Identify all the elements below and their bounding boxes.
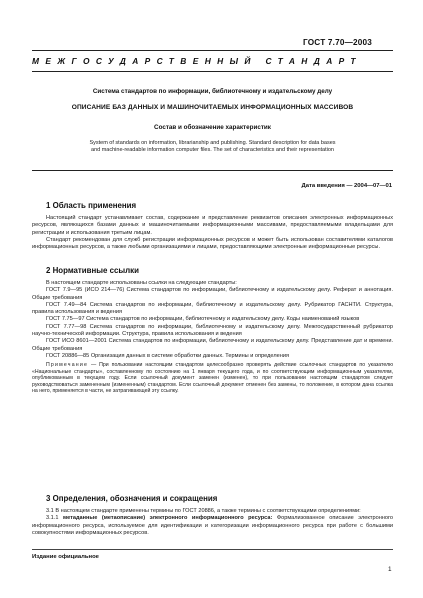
reference-item: ГОСТ 7.77—98 Система стандартов по информации, библиотечному и издательскому делу. Межгосударственный рубрикатор научно-технической информации. Структура, правила использования и ведения xyxy=(32,323,393,338)
paragraph: 3.1 В настоящем стандарте применены термины по ГОСТ 20886, а также термины с соответствующими определениями: xyxy=(46,508,361,514)
section-heading: 2 Нормативные ссылки xyxy=(46,266,139,275)
reference-item: ГОСТ 7.9—95 (ИСО 214—76) Система стандартов по информации, библиотечному и издательскому делу. Реферат и аннотация. Общие требования xyxy=(32,287,393,301)
section-body xyxy=(32,280,393,395)
document-subtitle: Состав и обозначение характеристик xyxy=(154,124,271,131)
paragraph: Стандарт рекомендован для служб регистрации информационных ресурсов и может быть использован составителями каталогов информационных ресурсов, а также любыми организациями и лицами, предоставляющими электронные информационные ресурсы. xyxy=(32,236,393,251)
term-text: Формализованное описание электронного информационного ресурса, используемое для идентификации и категоризации информационного ресурса при работе с большими совокупностями информационных ресурсов. xyxy=(32,515,394,536)
section-body xyxy=(32,215,393,251)
top-divider xyxy=(32,50,393,51)
reference-item: ГОСТ 20886—85 Организация данных в системе обработки данных. Термины и определения xyxy=(46,352,289,359)
english-title-line-2: and machine-readable information computer files. The set of characteristics and their representation xyxy=(91,147,334,154)
english-title-line-1: System of standards on information, librarianship and publishing. Standard description for data bases xyxy=(89,140,336,146)
page-number: 1 xyxy=(388,566,392,573)
footer-divider xyxy=(32,549,393,550)
section-body xyxy=(32,508,393,537)
reference-item: ГОСТ 7.75—97 Система стандартов по информации, библиотечному и издательскому делу. Коды наименований языков xyxy=(46,316,360,323)
term-number: 3.1.1 xyxy=(46,515,63,522)
effective-date: Дата введения — 2004—07—01 xyxy=(301,183,392,189)
english-title xyxy=(32,140,393,154)
term-definition xyxy=(32,515,393,537)
section-heading: 1 Область применения xyxy=(46,201,137,210)
document-number: ГОСТ 7.70—2003 xyxy=(303,38,373,47)
note-label: Примечание xyxy=(46,362,89,369)
paragraph: Настоящий стандарт устанавливает состав, содержание и представление реквизитов описания электронных информационных ресурсов, являющихся базами данных и машиночитаемыми информационными массивами, предоставляемыми владельцами для регистрации и использования третьим лицам. xyxy=(32,215,393,236)
paragraph: В настоящем стандарте использованы ссылки на следующие стандарты: xyxy=(46,280,237,286)
section-heading: 3 Определения, обозначения и сокращения xyxy=(46,494,218,503)
document-title: ОПИСАНИЕ БАЗ ДАННЫХ И МАШИНОЧИТАЕМЫХ ИНФОРМАЦИОННЫХ МАССИВОВ xyxy=(71,104,354,111)
official-edition-label: Издание официальное xyxy=(32,554,99,560)
interstate-standard-banner: МЕЖГОСУДАРСТВЕННЫЙ СТАНДАРТ xyxy=(32,56,362,66)
standards-system-line: Система стандартов по информации, библиотечному и издательскому делу xyxy=(92,88,333,95)
reference-item: ГОСТ ИСО 8601—2001 Система стандартов по информации, библиотечному и издательскому делу. Представление дат и времени. Общие требования xyxy=(32,338,393,352)
term-name: метаданные (метаописание) электронного информационного ресурса: xyxy=(62,515,273,522)
banner-divider xyxy=(32,71,393,72)
note xyxy=(32,362,393,395)
reference-item: ГОСТ 7.49—84 Система стандартов по информации, библиотечному и издательскому делу. Рубрикатор ГАСНТИ. Структура, правила использования и ведения xyxy=(32,301,393,316)
title-divider xyxy=(32,170,393,171)
note-text: — При пользовании настоящим стандартом целесообразно проверять действие ссылочных стандартов по указателю «Национальные стандарты», составленному по состоянию на 1 января текущего года, и по соответствующим информационным указателям, опубликованным в текущем году. Если ссылочный документ заменен (изменен), то при пользовании настоящим стандартом следует руководствоваться замененным (измененным) стандартом. Если ссылочный документ отменен без замены, то положение, в котором дана ссылка на него, применяется в части, не затрагивающей эту ссылку. xyxy=(32,362,393,395)
